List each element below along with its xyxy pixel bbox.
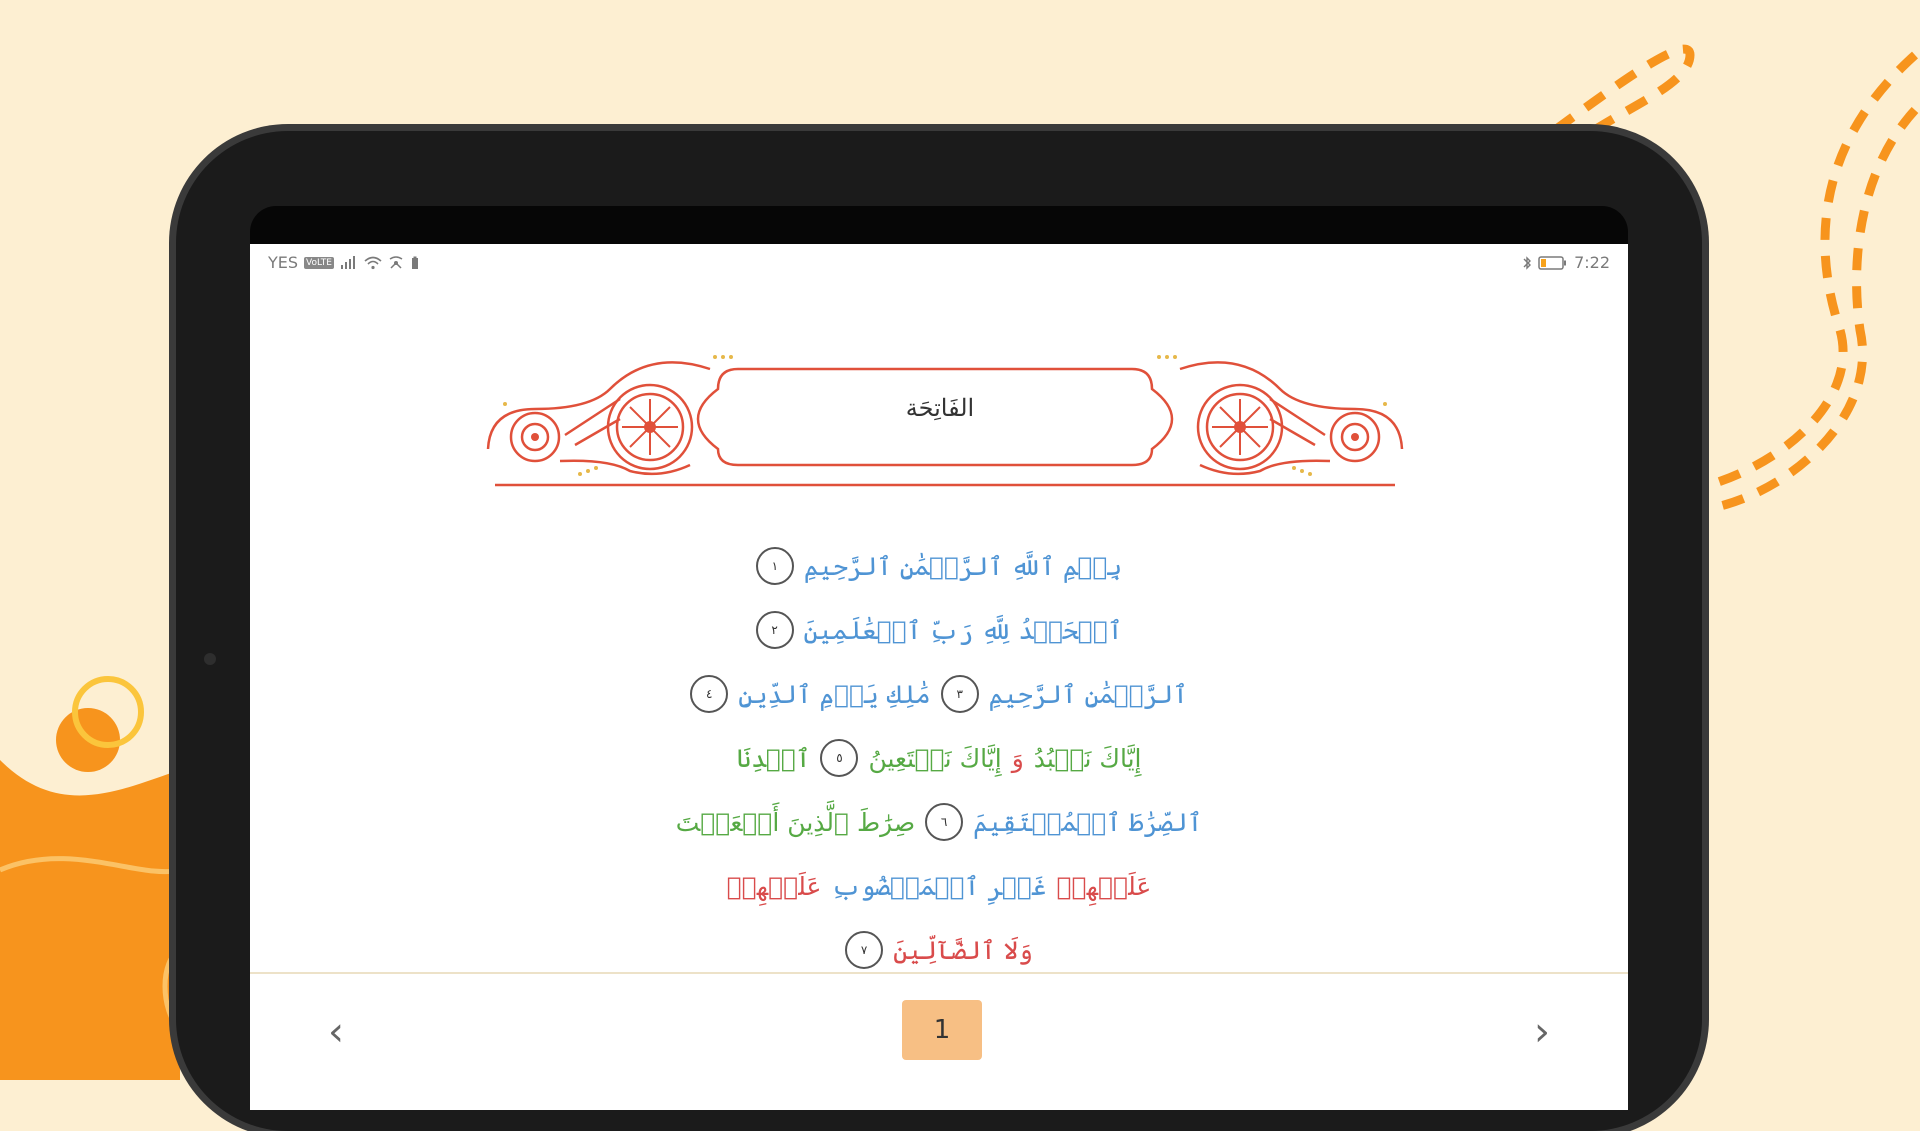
ayah-number-marker: ٧ (845, 931, 883, 969)
signal-icon (340, 256, 358, 270)
wifi-icon (364, 256, 382, 270)
verse-line-1[interactable] (250, 534, 1628, 598)
clock: 7:22 (1574, 253, 1610, 272)
verse-line-4[interactable] (250, 726, 1628, 790)
volte-badge: VoLTE (306, 257, 332, 268)
verse-text: صِرَٰطَ ٱلَّذِينَ أَنۡعَمۡتَ (675, 807, 916, 837)
verse-text: إِيَّاكَ نَعۡبُدُ (1033, 743, 1142, 773)
verse-text: ٱلصِّرَٰطَ ٱلۡمُسۡتَقِيمَ (973, 807, 1203, 837)
surah-title: الفَاتِحَة (905, 394, 975, 422)
app-screen (250, 244, 1628, 1110)
page-navigation-bar (250, 974, 1628, 1110)
verse-text: إِيَّاكَ نَسۡتَعِينُ (868, 743, 1002, 773)
verse-text: ٱلرَّحۡمَٰنِ ٱلرَّحِيمِ (988, 679, 1188, 709)
verse-text-highlight: عَلَيۡهِمۡ (726, 871, 822, 901)
ayah-number-marker: ٢ (756, 611, 794, 649)
screen-top-bezel (250, 206, 1628, 244)
current-page-indicator[interactable]: 1 (902, 1000, 982, 1060)
verse-text: مَٰلِكِ يَوۡمِ ٱلدِّينِ (738, 679, 931, 709)
verse-line-5[interactable] (250, 790, 1628, 854)
verse-line-3[interactable] (250, 662, 1628, 726)
ayah-number-marker: ٣ (941, 675, 979, 713)
ayah-number-marker: ٥ (820, 739, 858, 777)
battery-small-icon (410, 256, 420, 270)
verse-text: بِسۡمِ ٱللَّهِ ٱلرَّحۡمَٰنِ ٱلرَّحِيمِ (803, 551, 1123, 581)
ayah-number-marker: ١ (756, 547, 794, 585)
previous-page-button[interactable]: ‹ (328, 1009, 344, 1055)
ayah-number-marker: ٤ (690, 675, 728, 713)
verse-text-highlight: وَ (1011, 743, 1024, 773)
verse-text: وَلَا ٱلضَّآلِّينَ (893, 935, 1033, 965)
verse-line-6[interactable] (250, 854, 1628, 918)
bluetooth-icon (1522, 256, 1532, 270)
tablet-screen-area (176, 131, 1702, 1131)
verse-text: ٱهۡدِنَا (736, 743, 811, 773)
verse-text-highlight: عَلَيۡهِمۡ (1056, 871, 1152, 901)
battery-icon (1538, 256, 1568, 270)
status-right (1522, 253, 1610, 272)
ayah-number-marker: ٦ (925, 803, 963, 841)
status-bar (250, 244, 1628, 280)
hotspot-icon (388, 256, 404, 270)
verse-text: غَيۡرِ ٱلۡمَغۡضُوبِ (831, 871, 1047, 901)
verses-container (250, 534, 1628, 982)
next-page-button[interactable]: › (1534, 1009, 1550, 1055)
status-left (268, 253, 420, 272)
verse-line-2[interactable] (250, 598, 1628, 662)
carrier-label: YES (268, 253, 299, 272)
verse-text: ٱلۡحَمۡدُ لِلَّهِ رَبِّ ٱلۡعَٰلَمِينَ (803, 615, 1123, 645)
